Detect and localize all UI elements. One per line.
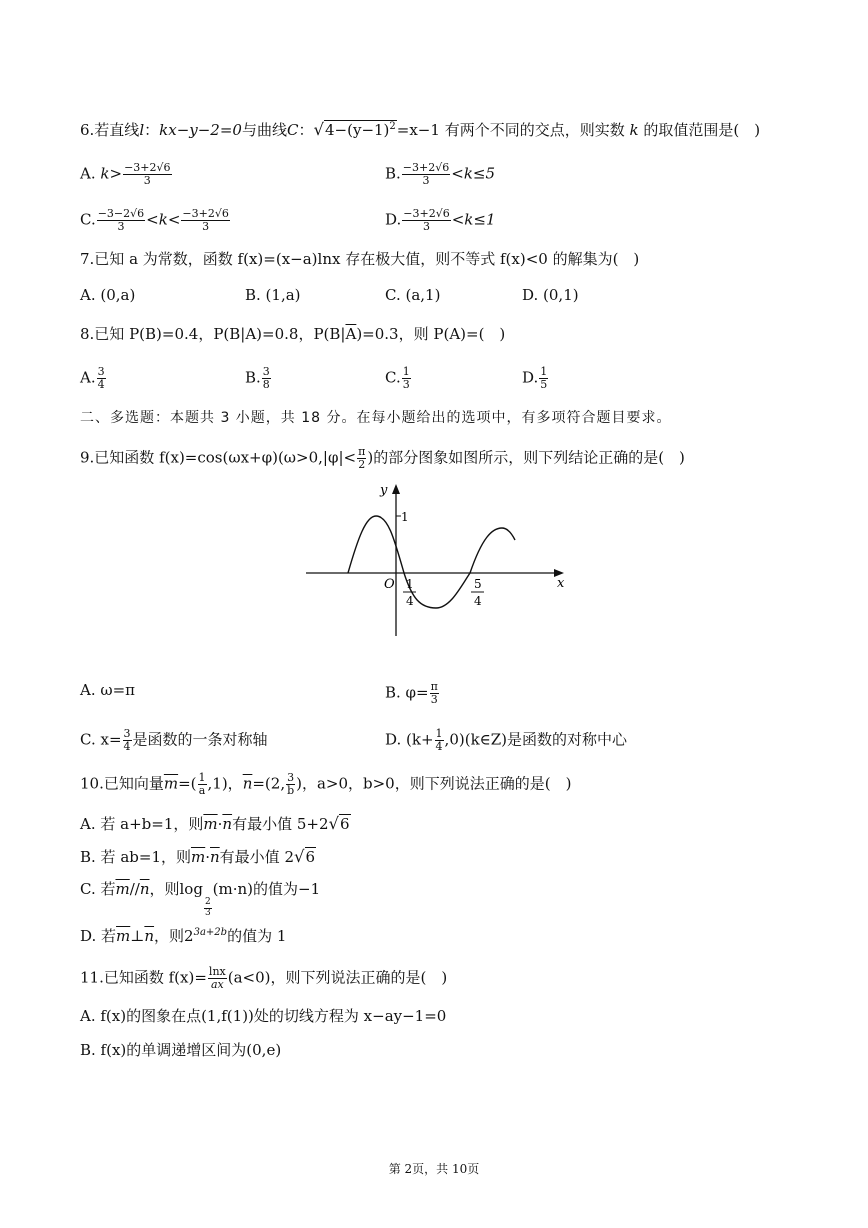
q6-option-a: A. k> $\frac{-3+2√6}{3}$ bbox=[80, 161, 171, 188]
section-heading: 二、多选题：本题共 3 小题，共 18 分。在每小题给出的选项中，有多项符合题目要求。 bbox=[80, 410, 672, 426]
q10-option-b: B. 若 ab=1，则$\overline{m}\cdot\overline{n}$有最小值 2√6 bbox=[80, 847, 316, 866]
y-tick-label: 1 bbox=[401, 510, 409, 524]
cosine-curve bbox=[348, 516, 515, 608]
q9-option-c: C. x= $\frac{3}{4}$ 是函数的一条对称轴 bbox=[80, 727, 268, 754]
q8-stem: 8.已知 P(B)=0.4，P(B|A)=0.8，$P(B|\overline{A})=0.3$，则 P(A)=( ) bbox=[80, 325, 506, 343]
q7-option-b: B. (1,a) bbox=[245, 286, 301, 304]
page-footer: 第 2页，共 10页 bbox=[388, 1162, 480, 1176]
q10-option-d: D. 若$\overline{m}\perp\overline{n}$，则$2^{3a+2b}$的值为 1 bbox=[80, 927, 287, 945]
tick-fivequarter-den: 4 bbox=[474, 594, 482, 608]
q9-option-a: A. ω=π bbox=[80, 681, 136, 699]
q7-option-d: D. (0,1) bbox=[522, 286, 579, 304]
q11-option-b: B. f(x)的单调递增区间为(0,e) bbox=[80, 1041, 282, 1059]
q9-option-d: D. (k+ $\frac{1}{4}$ ,0)(k∈Z)是函数的对称中心 bbox=[385, 727, 628, 754]
q9-stem: 9.已知函数 f(x)=cos(ωx+φ)(ω>0,|φ|< $\frac{\pi}{2}$ )的部分图象如图所示，则下列结论正确的是( ) bbox=[80, 445, 685, 472]
q10-option-c: C. 若$\overline{m}//\overline{n}$，则log $\frac{2}{3}$ (m·n)的值为−1 bbox=[80, 880, 321, 918]
q9-option-b: B. φ= $\frac{\pi}{3}$ bbox=[385, 680, 438, 707]
q6-option-c: C. $\frac{-3-2√6}{3}$ <k< $\frac{-3+2√6}{3}$ bbox=[80, 207, 229, 234]
q11-stem: 11.已知函数 f(x)= $\frac{\ln x}{ax}$ (a<0)，则下列说法正确的是( ) bbox=[80, 965, 448, 992]
x-axis-label: x bbox=[557, 576, 565, 591]
q7-option-a: A. (0,a) bbox=[80, 286, 136, 304]
q6-option-d: D. $\frac{-3+2√6}{3}$ <k≤1 bbox=[385, 207, 496, 234]
q7-option-c: C. (a,1) bbox=[385, 286, 441, 304]
tick-quarter-num: 1 bbox=[406, 577, 414, 591]
q10-stem: 10.已知向量$\overline{m}=$( $\frac{1}{a}$ ,1)，$\overline{n}=(2$, $\frac{3}{b}$ )，a>0，b>0，则下列说法正确的是( ) bbox=[80, 771, 572, 798]
q6-stem: 6.若直线l：kx−y−2=0与曲线C：$√4-(y-1)^2=x-1$ 有两个不同的交点，则实数 k 的取值范围是( ) bbox=[80, 120, 761, 139]
y-axis-label: y bbox=[380, 483, 388, 498]
origin-label: O bbox=[384, 577, 395, 592]
y-axis-arrow bbox=[392, 484, 400, 494]
tick-fivequarter-num: 5 bbox=[474, 577, 482, 591]
q6-option-b: B. $\frac{-3+2√6}{3}$ <k≤5 bbox=[385, 161, 496, 188]
q10-option-a: A. 若 a+b=1，则$\overline{m}\cdot\overline{n}$有最小值 5+2√6 bbox=[80, 814, 350, 833]
q9-graph bbox=[300, 478, 572, 643]
q8-option-a: A. $\frac{3}{4}$ bbox=[80, 365, 105, 392]
q8-option-b: B. $\frac{3}{8}$ bbox=[245, 365, 270, 392]
q8-option-c: C. $\frac{1}{3}$ bbox=[385, 365, 410, 392]
tick-quarter-den: 4 bbox=[406, 594, 414, 608]
q7-stem: 7.已知 a 为常数，函数 f(x)=(x−a)lnx 存在极大值，则不等式 f(x)<0 的解集为( ) bbox=[80, 250, 640, 268]
q8-option-d: D. $\frac{1}{5}$ bbox=[522, 365, 548, 392]
q11-option-a: A. f(x)的图象在点(1,f(1))处的切线方程为 x−ay−1=0 bbox=[80, 1007, 447, 1025]
